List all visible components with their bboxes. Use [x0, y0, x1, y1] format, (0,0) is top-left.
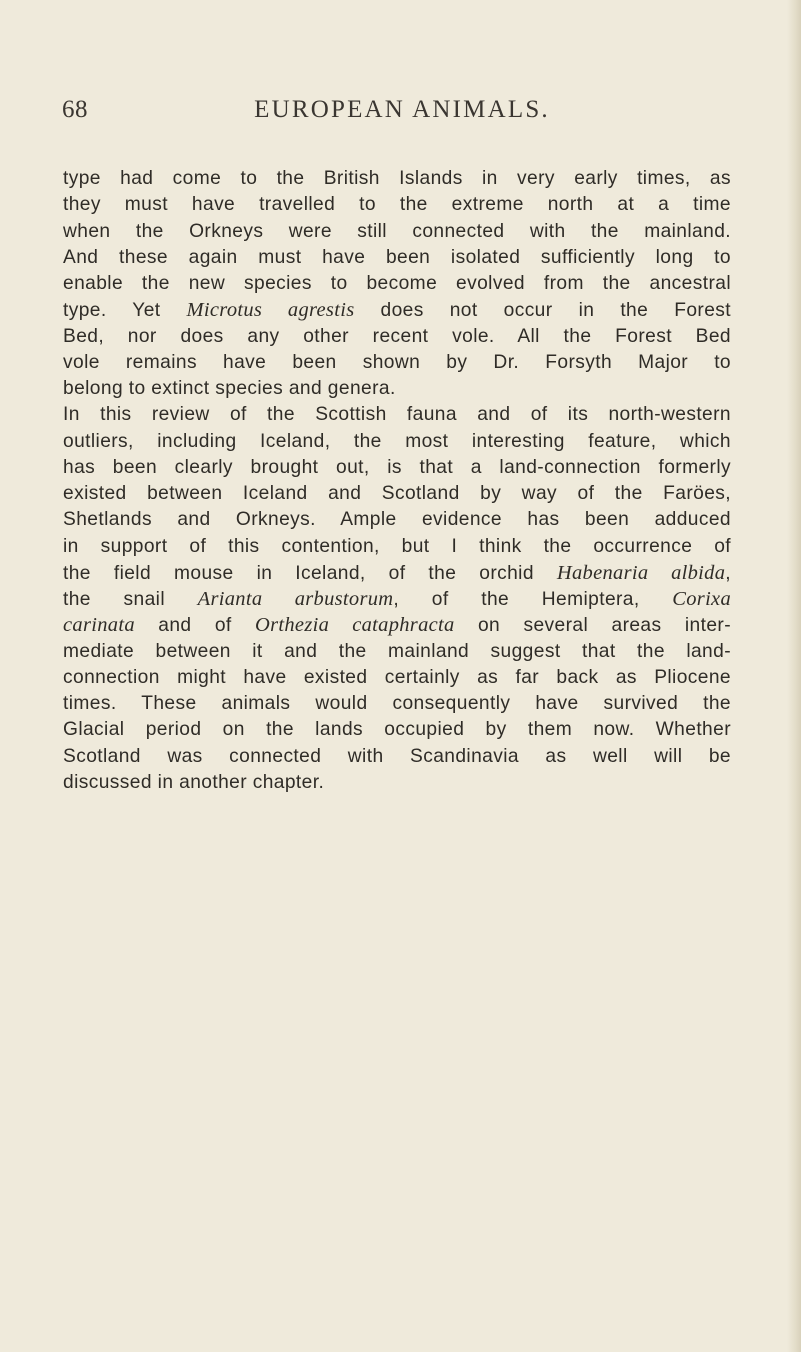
species-name: Habenaria albida	[556, 561, 726, 584]
text-run: , of the Hemiptera,	[393, 589, 673, 610]
text-line: enable the new species to become evolved from the ancestral	[63, 273, 731, 294]
running-title: EUROPEAN ANIMALS.	[254, 96, 550, 123]
text-line: has been clearly brought out, is that a land-connection formerly	[63, 456, 731, 478]
text-line	[63, 560, 731, 586]
text-line: belong to extinct species and genera.	[63, 378, 396, 399]
text-line	[63, 297, 731, 323]
text-line: outliers, including Iceland, the most interesting feature, which	[63, 430, 731, 452]
text-line	[63, 612, 731, 638]
text-line: And these again must have been isolated sufficiently long to	[63, 246, 731, 268]
species-name: Corixa	[672, 588, 732, 610]
text-line: they must have travelled to the extreme north at a time	[63, 194, 731, 216]
text-run: the field mouse in Iceland, of the orchid	[63, 562, 557, 584]
text-run: on several areas inter-	[454, 615, 731, 637]
text-line: connection might have existed certainly as far back as Pliocene	[63, 666, 731, 688]
text-line: In this review of the Scottish fauna and of its north-western	[63, 404, 731, 426]
text-line: vole remains have been shown by Dr. Forsyth Major to	[63, 351, 731, 373]
text-line: type had come to the British Islands in very early times, as	[63, 168, 731, 189]
text-line: Bed, nor does any other recent vole. All the Forest Bed	[63, 325, 731, 347]
text-run: does not occur in the Forest	[354, 300, 731, 322]
page-edge	[787, 0, 801, 1352]
text-line	[63, 586, 731, 612]
text-line: mediate between it and the mainland suggest that the land-	[63, 640, 731, 662]
page-number: 68	[62, 96, 88, 123]
text-line: discussed in another chapter.	[63, 771, 325, 793]
text-line: when the Orkneys were still connected with the mainland.	[63, 220, 731, 242]
text-line: Glacial period on the lands occupied by them now. Whether	[63, 719, 731, 741]
text-line: times. These animals would consequently have survived the	[63, 693, 731, 714]
text-run: the snail	[63, 589, 198, 610]
text-run: type. Yet	[63, 300, 187, 322]
text-run: ,	[725, 562, 731, 584]
species-name: carinata	[63, 614, 135, 637]
body-text	[63, 166, 731, 796]
species-name: Orthezia cataphracta	[255, 614, 455, 637]
species-name: Arianta arbustorum	[197, 588, 394, 610]
text-line: Shetlands and Orkneys. Ample evidence has been adduced	[63, 509, 731, 531]
species-name: Microtus agrestis	[186, 299, 355, 322]
page-header	[62, 96, 742, 136]
text-run: and of	[134, 615, 255, 637]
text-line: Scotland was connected with Scandinavia as well will be	[63, 745, 731, 767]
text-line: in support of this contention, but I think the occurrence of	[63, 535, 731, 557]
text-line: existed between Iceland and Scotland by way of the Faröes,	[63, 483, 731, 504]
